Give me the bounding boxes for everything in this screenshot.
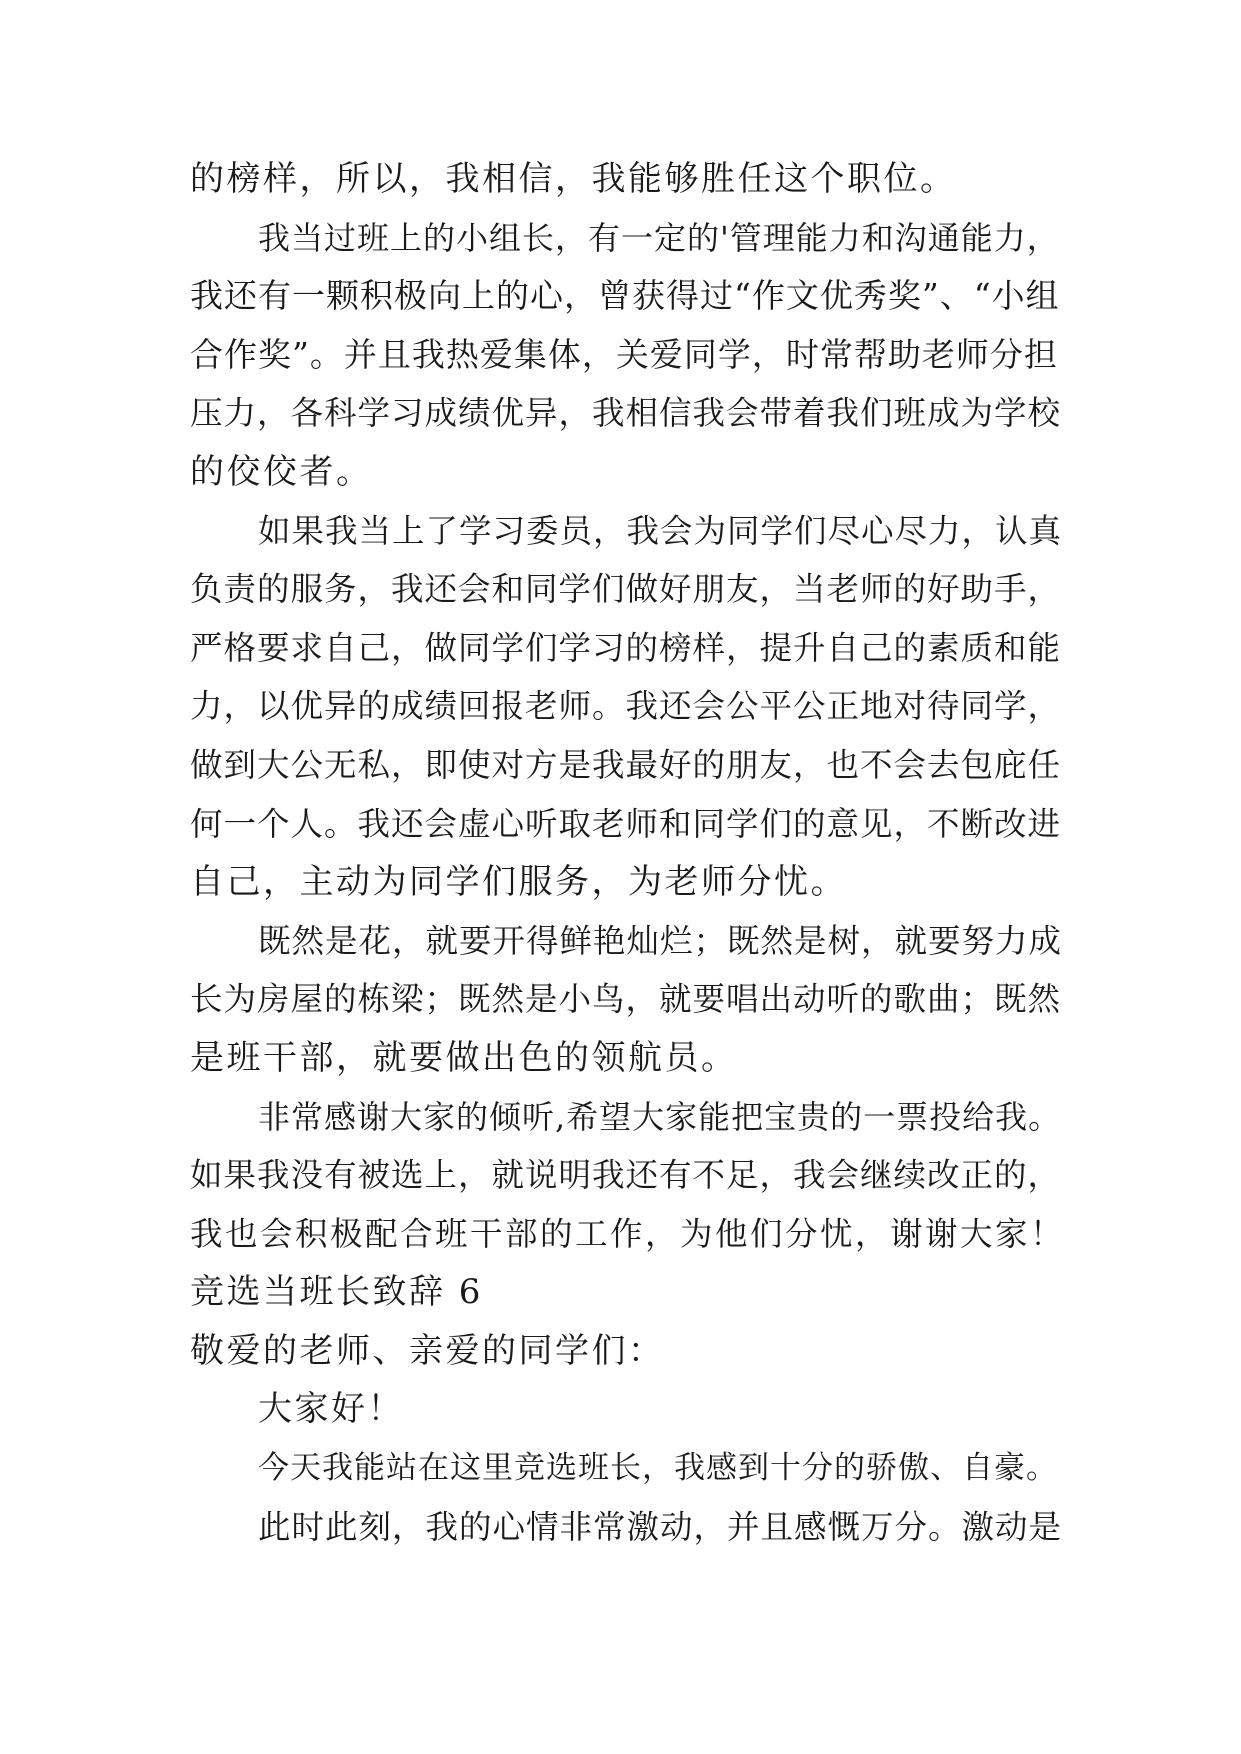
- greeting: 大家好！: [258, 1389, 404, 1430]
- text-line: 何一个人。我还会虚心听取老师和同学们的意见，不断改进: [190, 804, 1062, 843]
- paragraph-start: 今天我能站在这里竞选班长，我感到十分的骄傲、自豪。: [258, 1450, 1058, 1487]
- paragraph-start: 我当过班上的小组长，有一定的'管理能力和沟通能力，: [258, 218, 1060, 257]
- text-line: 长为房屋的栋梁；既然是小鸟，就要唱出动听的歌曲；既然: [190, 980, 1062, 1019]
- text-line: 自己，主动为同学们服务，为老师分忧。: [190, 862, 847, 903]
- document-body: [190, 150, 1070, 1556]
- text-line: 我还有一颗积极向上的心，曾获得过“作文优秀奖”、“小组: [190, 276, 1060, 316]
- paragraph-start: 如果我当上了学习委员，我会为同学们尽心尽力，认真: [258, 511, 1063, 550]
- paragraph-start: 既然是花，就要开得鲜艳灿烂；既然是树，就要努力成: [258, 921, 1063, 960]
- text-line: 做到大公无私，即使对方是我最好的朋友，也不会去包庇任: [190, 745, 1062, 784]
- paragraph-start: 此时此刻，我的心情非常激动，并且感慨万分。激动是: [258, 1507, 1063, 1546]
- text-line: 我也会积极配合班干部的工作，为他们分忧，谢谢大家！: [190, 1214, 1066, 1253]
- text-line: 严格要求自己，做同学们学习的榜样，提升自己的素质和能: [190, 628, 1062, 667]
- text-line: 压力，各科学习成绩优异，我相信我会带着我们班成为学校: [190, 394, 1062, 433]
- text-line: 是班干部，就要做出色的领航员。: [190, 1037, 738, 1078]
- text-line: 负责的服务，我还会和同学们做好朋友，当老师的好助手，: [190, 570, 1062, 609]
- section-heading: 竞选当班长致辞 6: [190, 1272, 483, 1313]
- text-line: 力，以优异的成绩回报老师。我还会公平公正地对待同学，: [190, 687, 1062, 726]
- text-line: 如果我没有被选上，就说明我还有不足，我会继续改正的，: [190, 1156, 1062, 1195]
- salutation: 敬爱的老师、亲爱的同学们：: [190, 1330, 665, 1371]
- text-line: 的佼佼者。: [190, 451, 373, 492]
- paragraph-start: 非常感谢大家的倾听,希望大家能把宝贵的一票投给我。: [258, 1097, 1062, 1136]
- text-line: 合作奖”。并且我热爱集体，关爱同学，时常帮助老师分担: [190, 334, 1058, 374]
- text-line: 的榜样，所以，我相信，我能够胜任这个职位。: [190, 159, 957, 199]
